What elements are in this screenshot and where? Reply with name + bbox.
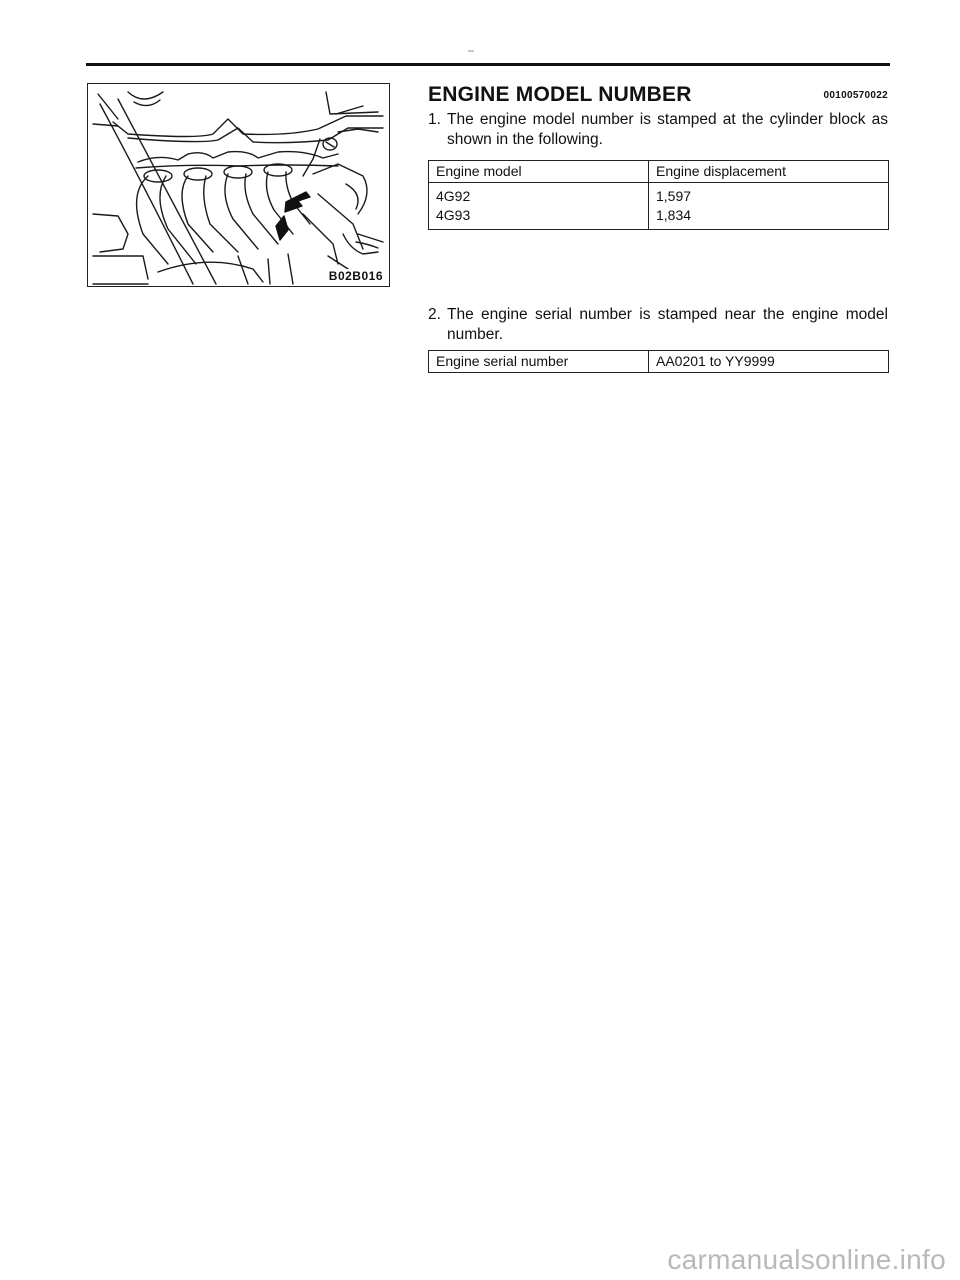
header-engine-displacement: Engine displacement: [649, 161, 889, 183]
serial-number-value: AA0201 to YY9999: [656, 353, 775, 369]
serial-number-table: [428, 350, 889, 373]
header-engine-model: Engine model: [429, 161, 649, 183]
section-code: 00100570022: [823, 90, 888, 101]
engine-illustration: [88, 84, 390, 287]
figure-code: B02B016: [328, 269, 383, 283]
serial-number-label: Engine serial number: [429, 351, 649, 373]
watermark: carmanualsonline.info: [667, 1244, 946, 1275]
top-mark: [468, 50, 474, 52]
paragraph-2-text: The engine serial number is stamped near the engine model number.: [447, 306, 888, 343]
paragraph-2-number: 2.: [428, 306, 441, 323]
table-row: [429, 183, 889, 230]
header-rule: [86, 63, 890, 66]
section-heading: [428, 83, 888, 109]
paragraph-1-text: The engine model number is stamped at the cylinder block as shown in the following.: [447, 111, 888, 148]
paragraph-1-number: 1.: [428, 111, 441, 128]
engine-displacement-cell: 1,597 1,834: [656, 188, 692, 223]
paragraph-2: [428, 305, 888, 345]
engine-model-cell: 4G92 4G93: [429, 183, 649, 230]
paragraph-1: [428, 110, 888, 150]
section-title: ENGINE MODEL NUMBER: [428, 83, 692, 106]
table-header-row: [429, 161, 889, 183]
engine-figure: [87, 83, 390, 287]
engine-model-table: [428, 160, 889, 230]
table-row: [429, 351, 889, 373]
